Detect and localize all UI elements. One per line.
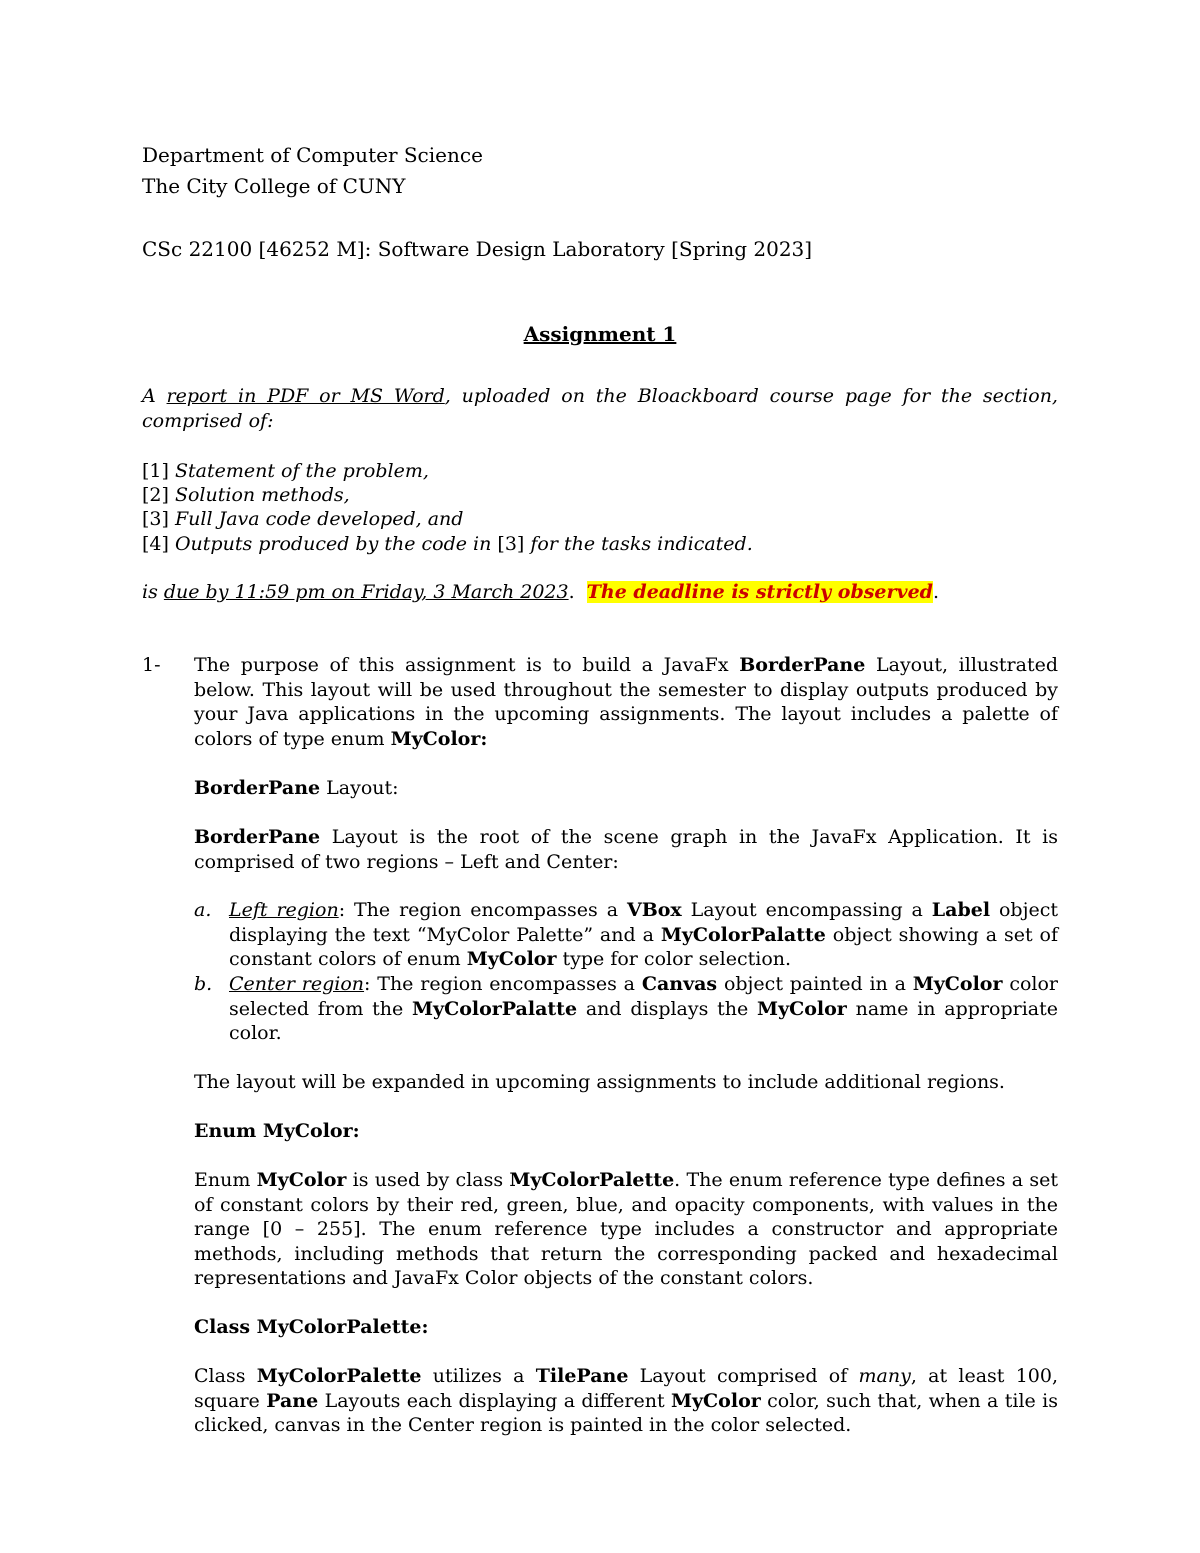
- deliverable-number: [3]: [142, 508, 169, 530]
- term-mycolor: MyColor: [466, 948, 557, 971]
- term-mycolor: MyColor: [256, 1169, 347, 1191]
- region-list-item-center: [194, 972, 1058, 1046]
- report-format-link[interactable]: report in PDF or MS Word: [166, 385, 445, 407]
- text-run: Layouts each displaying a different: [318, 1389, 671, 1412]
- term-tilepane: TilePane: [535, 1365, 629, 1387]
- college-name: The City College of CUNY: [142, 174, 406, 198]
- due-line: [142, 580, 939, 605]
- deliverable-text: Outputs produced by the code in: [174, 533, 492, 555]
- enum-heading: Enum MyColor:: [194, 1120, 360, 1142]
- department-name: Department of Computer Science: [142, 143, 483, 167]
- text-run: object displaying the text “MyColor Palette” and a: [229, 899, 1058, 946]
- text-run: is used by class: [346, 1169, 510, 1191]
- text-run: type for color selection.: [556, 948, 792, 971]
- text-run: color, such that, when a tile is clicked, canvas in the Center region is painted in the color selected.: [194, 1389, 1059, 1437]
- deliverable-item-1: [142, 459, 429, 484]
- left-region-label: Left region: [229, 899, 339, 921]
- text-run: name in appropriate color.: [229, 997, 1058, 1045]
- term-mycolorpalatte: MyColorPalatte: [412, 997, 578, 1020]
- term-label: Label: [931, 899, 991, 921]
- text-run: Class: [194, 1365, 257, 1387]
- term-borderpane: BorderPane: [739, 654, 866, 676]
- term-borderpane: BorderPane: [194, 777, 321, 799]
- term-mycolor: MyColor: [390, 727, 481, 750]
- class-paragraph: [194, 1364, 1058, 1438]
- text-run: Enum: [194, 1169, 257, 1191]
- class-heading: Class MyColorPalette:: [194, 1316, 429, 1338]
- deliverable-text: Full Java code developed, and: [174, 508, 464, 530]
- text-run: , at least 100, square: [194, 1365, 1058, 1412]
- intro-rest: , uploaded on the Bloackboard course page for the section, comprised of:: [142, 385, 1058, 432]
- assignment-title: Assignment 1: [523, 322, 677, 346]
- layout-expansion-note: The layout will be expanded in upcoming assignments to include additional regions.: [194, 1071, 1005, 1093]
- text-run: . The enum reference type defines a set of constant colors by their red, green, blue, and opacity components, with values in the range [0 – 255]. The enum reference type includes a constructor and appropriate methods, including methods that return the corresponding packed and hexadecimal representations and JavaFx Color objects of the constant colors.: [194, 1169, 1058, 1290]
- text-run: object showing a set of constant colors of enum: [229, 923, 1058, 971]
- region-list-item-left: [194, 898, 1058, 972]
- deliverable-item-4: [142, 532, 753, 557]
- enum-paragraph: [194, 1168, 1058, 1291]
- deliverable-text: Solution methods,: [174, 484, 350, 506]
- deliverable-ref: [3]: [497, 533, 525, 555]
- due-date-link[interactable]: due by 11:59 pm on Friday, 3 March 2023: [163, 581, 569, 603]
- term-vbox: VBox: [626, 899, 682, 921]
- intro-paragraph: [142, 384, 1058, 433]
- deliverable-number: [4]: [142, 533, 169, 555]
- due-end: .: [932, 581, 939, 603]
- purpose-paragraph: [194, 653, 1058, 751]
- borderpane-paragraph: [194, 825, 1058, 874]
- list-marker: a.: [194, 899, 212, 921]
- course-title: CSc 22100 [46252 M]: Software Design Laboratory [Spring 2023]: [142, 237, 813, 261]
- term-borderpane: BorderPane: [194, 826, 321, 848]
- text-run: Layout is the root of the scene graph in the JavaFx Application. It is comprised of two regions – Left and Center:: [194, 826, 1058, 873]
- deliverable-text: Statement of the problem,: [174, 460, 429, 482]
- due-separator: .: [568, 581, 575, 603]
- due-prefix: is: [142, 581, 164, 603]
- list-marker: b.: [194, 973, 213, 995]
- emphasis-many: many: [858, 1365, 911, 1387]
- heading-text: Layout:: [320, 777, 399, 799]
- deliverable-number: [1]: [142, 460, 169, 482]
- deliverable-item-2: [142, 483, 350, 508]
- text-run: Layout comprised of: [628, 1365, 859, 1387]
- term-mycolor: MyColor: [912, 973, 1003, 995]
- term-mycolorpalatte: MyColorPalatte: [660, 923, 826, 946]
- text-run: :: [480, 727, 488, 750]
- term-pane: Pane: [266, 1389, 319, 1412]
- term-mycolorpalette: MyColorPalette: [509, 1169, 675, 1191]
- text-run: Layout encompassing a: [681, 899, 932, 921]
- term-canvas: Canvas: [641, 973, 718, 995]
- deliverable-tail: for the tasks indicated.: [530, 533, 753, 555]
- deadline-highlight: The deadline is strictly observed: [586, 581, 933, 603]
- section-number: 1-: [142, 654, 161, 676]
- text-run: : The region encompasses a: [364, 973, 642, 995]
- text-run: and displays the: [577, 997, 758, 1020]
- term-mycolor: MyColor: [670, 1389, 761, 1412]
- borderpane-heading: [194, 776, 1058, 801]
- term-mycolor: MyColor: [757, 997, 847, 1020]
- intro-prefix: A: [142, 385, 167, 407]
- text-run: Layout, illustrated below. This layout will be used throughout the semester to display outputs produced by your Java applications in the upcoming assignments. The layout includes a palette of colors of type enum: [194, 654, 1058, 750]
- deliverable-item-3: [142, 507, 463, 532]
- text-run: color selected from the: [229, 973, 1058, 1020]
- text-run: : The region encompasses a: [338, 899, 627, 921]
- text-run: utilizes a: [421, 1365, 536, 1387]
- text-run: The purpose of this assignment is to build a JavaFx: [194, 654, 740, 676]
- deliverable-number: [2]: [142, 484, 169, 506]
- term-mycolorpalette: MyColorPalette: [256, 1365, 422, 1387]
- center-region-label: Center region: [229, 973, 365, 995]
- text-run: object painted in a: [717, 973, 913, 995]
